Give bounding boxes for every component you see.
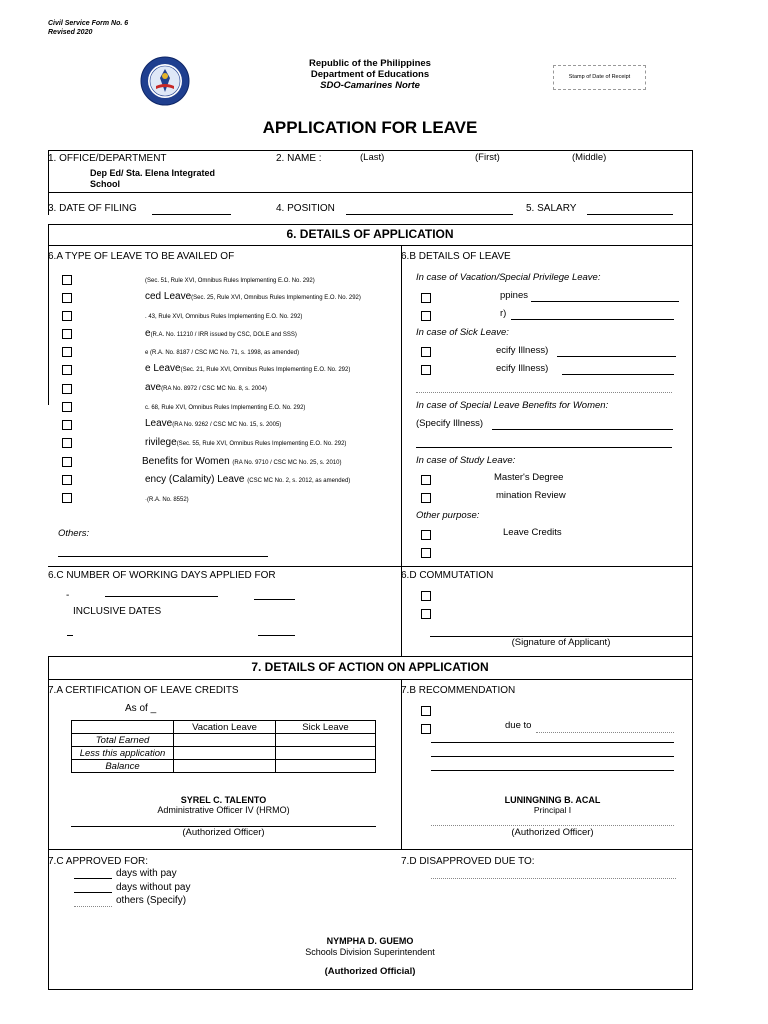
sick-option-2-field[interactable] — [562, 374, 674, 375]
office-value-1[interactable]: Dep Ed/ Sta. Elena Integrated — [90, 168, 216, 178]
leave-type-checkbox-6[interactable] — [62, 365, 72, 375]
name-label: 2. NAME : — [276, 153, 322, 164]
study-option-2-checkbox[interactable] — [421, 493, 431, 503]
vacation-option-1: ppines — [500, 290, 528, 301]
form-revised: Revised 2020 — [48, 29, 93, 36]
working-days-field[interactable] — [105, 596, 218, 597]
position-label: 4. POSITION — [276, 203, 335, 214]
table-cell[interactable] — [174, 747, 276, 760]
others-field[interactable] — [58, 556, 268, 557]
others-specify-field[interactable] — [74, 906, 112, 907]
study-option-1: Master's Degree — [494, 472, 564, 483]
6a-label: 6.A TYPE OF LEAVE TO BE AVAILED OF — [48, 251, 235, 262]
7d-label: 7.D DISAPPROVED DUE TO: — [401, 856, 535, 867]
sick-option-1: ecify Illness) — [496, 345, 549, 356]
leave-type-checkbox-9[interactable] — [62, 420, 72, 430]
leave-type-ref: e (R.A. No. 8187 / CSC MC No. 71, s. 1998, as amended) — [145, 350, 300, 356]
leave-type-name: ency (Calamity) Leave — [145, 474, 245, 485]
leave-type-ref: (R.A. No. 11210 / IRR issued by CSC, DOLE and SSS) — [150, 332, 297, 338]
leave-type-checkbox-1[interactable] — [62, 275, 72, 285]
6d-label: 6.D COMMUTATION — [401, 570, 494, 581]
other-purpose-heading: Other purpose: — [416, 510, 480, 521]
date-filing-field[interactable] — [152, 214, 231, 215]
days-with-pay-field[interactable] — [74, 878, 112, 879]
leave-type-ref: (RA No. 9262 / CSC MC No. 15, s. 2005) — [172, 422, 282, 428]
name-first[interactable]: (First) — [475, 152, 500, 163]
vacation-option-2: r) — [500, 308, 507, 319]
due-to-label: due to — [505, 720, 532, 731]
leave-type-checkbox-5[interactable] — [62, 347, 72, 357]
study-option-2: mination Review — [496, 490, 566, 501]
recommender-authorized-label: (Authorized Officer) — [511, 827, 594, 838]
days-without-pay-field[interactable] — [74, 892, 112, 893]
leave-type-name: rivilege — [145, 437, 177, 448]
form-number: Civil Service Form No. 6 — [48, 20, 129, 27]
leave-type-ref: (RA No. 9710 / CSC MC No. 25, s. 2010) — [232, 460, 342, 466]
leave-type-checkbox-11[interactable] — [62, 457, 72, 467]
leave-type-checkbox-10[interactable] — [62, 438, 72, 448]
leave-type-checkbox-2[interactable] — [62, 293, 72, 303]
official-name: NYMPHA D. GUEMO — [326, 936, 414, 946]
vacation-option-1-field[interactable] — [531, 301, 679, 302]
table-row-label: Balance — [72, 760, 174, 773]
receipt-stamp-label: Stamp of Date of Receipt — [568, 74, 631, 80]
commutation-option-2-checkbox[interactable] — [421, 609, 431, 619]
leave-type-name: ced Leave — [145, 291, 192, 302]
recommender-title: Principal I — [533, 805, 572, 815]
sick-option-1-checkbox[interactable] — [421, 347, 431, 357]
inclusive-dates-label: INCLUSIVE DATES — [73, 606, 162, 617]
authorized-official-label: (Authorized Official) — [324, 966, 416, 977]
leave-type-name: Leave — [145, 418, 173, 429]
others-label: Others: — [58, 528, 90, 539]
vacation-option-1-checkbox[interactable] — [421, 293, 431, 303]
office-label: 1. OFFICE/DEPARTMENT — [48, 153, 167, 164]
table-cell[interactable] — [276, 734, 376, 747]
women-option-field[interactable] — [492, 429, 673, 430]
leave-type-ref: . 43, Rule XVI, Omnibus Rules Implementing E.O. No. 292) — [145, 314, 303, 320]
vacation-heading: In case of Vacation/Special Privilege Leave: — [416, 272, 601, 283]
leave-type-checkbox-8[interactable] — [62, 402, 72, 412]
leave-type-checkbox-3[interactable] — [62, 311, 72, 321]
leave-type-ref: ·(R.A. No. 8552) — [145, 497, 189, 503]
vacation-option-2-checkbox[interactable] — [421, 311, 431, 321]
leave-type-name: Benefits for Women — [142, 456, 230, 467]
applicant-signature-label: (Signature of Applicant) — [511, 637, 611, 648]
recommender-signature-line[interactable] — [431, 825, 674, 826]
commutation-option-1-checkbox[interactable] — [421, 591, 431, 601]
leave-type-ref: (CSC MC No. 2, s. 2012, as amended) — [247, 478, 351, 484]
7a-label: 7.A CERTIFICATION OF LEAVE CREDITS — [48, 685, 239, 696]
leave-type-ref: (Sec. 25, Rule XVI, Omnibus Rules Implementing E.O. No. 292) — [191, 295, 361, 301]
agency-line1: Republic of the Philippines — [309, 58, 431, 69]
leave-type-ref: (Sec. 51, Rule XVI, Omnibus Rules Implementing E.O. No. 292) — [145, 278, 315, 284]
6b-label: 6.B DETAILS OF LEAVE — [401, 251, 511, 262]
as-of-label: As of _ — [125, 703, 157, 714]
table-row-label: Total Earned — [72, 734, 174, 747]
dash-mark: - — [66, 590, 70, 601]
inclusive-dates-field[interactable] — [258, 635, 295, 636]
recommend-approval-checkbox[interactable] — [421, 706, 431, 716]
section6-title: 6. DETAILS OF APPLICATION — [286, 227, 454, 241]
leave-type-ref: c. 68, Rule XVI, Omnibus Rules Implementing E.O. No. 292) — [145, 405, 306, 411]
disapproved-reason-line[interactable] — [431, 878, 676, 879]
women-extra-field[interactable] — [416, 447, 672, 448]
leave-type-checkbox-13[interactable] — [62, 493, 72, 503]
recommender-name: LUNINGNING B. ACAL — [504, 795, 601, 805]
hrmo-title: Administrative Officer IV (HRMO) — [157, 805, 290, 815]
office-value-2[interactable]: School — [90, 179, 121, 189]
leave-type-checkbox-12[interactable] — [62, 475, 72, 485]
vacation-option-2-field[interactable] — [511, 319, 674, 320]
section7-title: 7. DETAILS OF ACTION ON APPLICATION — [251, 660, 489, 674]
study-option-1-checkbox[interactable] — [421, 475, 431, 485]
recommend-disapproval-checkbox[interactable] — [421, 724, 431, 734]
table-cell[interactable] — [174, 760, 276, 773]
sick-extra-field[interactable] — [416, 392, 672, 393]
salary-field[interactable] — [587, 214, 673, 215]
other-purpose-option-2-checkbox[interactable] — [421, 548, 431, 558]
hrmo-authorized-label: (Authorized Officer) — [182, 827, 265, 838]
tick — [67, 635, 73, 636]
leave-credits-table — [71, 720, 376, 773]
women-heading: In case of Special Leave Benefits for Women: — [416, 400, 609, 411]
due-to-field[interactable] — [536, 732, 674, 733]
sick-option-1-field[interactable] — [557, 356, 676, 357]
days-without-pay-label: days without pay — [116, 882, 191, 893]
table-header-sick: Sick Leave — [276, 721, 376, 734]
table-cell[interactable] — [276, 760, 376, 773]
leave-type-ref: (RA No. 8972 / CSC MC No. 8, s. 2004) — [161, 386, 267, 392]
other-purpose-option-1-checkbox[interactable] — [421, 530, 431, 540]
other-purpose-option-1: Leave Credits — [503, 527, 562, 538]
table-row-label: Less this application — [72, 747, 174, 760]
position-field[interactable] — [346, 214, 513, 215]
sick-option-2: ecify Illness) — [496, 363, 549, 374]
official-title: Schools Division Superintendent — [305, 947, 435, 957]
table-corner — [72, 721, 174, 734]
deped-seal — [140, 56, 190, 106]
table-cell[interactable] — [174, 734, 276, 747]
7b-label: 7.B RECOMMENDATION — [401, 685, 516, 696]
women-option: (Specify Illness) — [416, 418, 484, 429]
reason-line-3[interactable] — [431, 770, 674, 771]
hrmo-name: SYREL C. TALENTO — [180, 795, 267, 805]
form-title: APPLICATION FOR LEAVE — [262, 118, 478, 137]
reason-line-2[interactable] — [431, 756, 674, 757]
reason-line-1[interactable] — [431, 742, 674, 743]
agency-line2: Department of Educations — [310, 69, 430, 80]
others-specify-label: others (Specify) — [116, 895, 187, 906]
leave-type-name: e Leave — [145, 363, 181, 374]
sick-heading: In case of Sick Leave: — [416, 327, 509, 338]
table-header-vacation: Vacation Leave — [174, 721, 276, 734]
table-cell[interactable] — [276, 747, 376, 760]
leave-type-name: e — [145, 328, 151, 339]
leave-type-ref: (Sec. 21, Rule XVI, Omnibus Rules Implementing E.O. No. 292) — [180, 367, 351, 373]
name-middle[interactable]: (Middle) — [572, 152, 607, 163]
leave-type-name: ave — [145, 382, 162, 393]
days-with-pay-label: days with pay — [116, 868, 177, 879]
salary-label: 5. SALARY — [526, 203, 577, 214]
agency-line3: SDO-Camarines Norte — [320, 80, 420, 91]
name-last[interactable]: (Last) — [360, 152, 385, 163]
leave-type-checkbox-4[interactable] — [62, 329, 72, 339]
6c-label: 6.C NUMBER OF WORKING DAYS APPLIED FOR — [48, 570, 276, 581]
leave-type-ref: (Sec. 55, Rule XVI, Omnibus Rules Implementing E.O. No. 292) — [176, 441, 347, 447]
7c-label: 7.C APPROVED FOR: — [48, 856, 149, 867]
sick-option-2-checkbox[interactable] — [421, 365, 431, 375]
date-filing-label: 3. DATE OF FILING — [48, 203, 137, 214]
leave-type-checkbox-7[interactable] — [62, 384, 72, 394]
working-days-extra[interactable] — [254, 599, 295, 600]
receipt-stamp-box — [553, 65, 646, 90]
study-heading: In case of Study Leave: — [416, 455, 516, 466]
